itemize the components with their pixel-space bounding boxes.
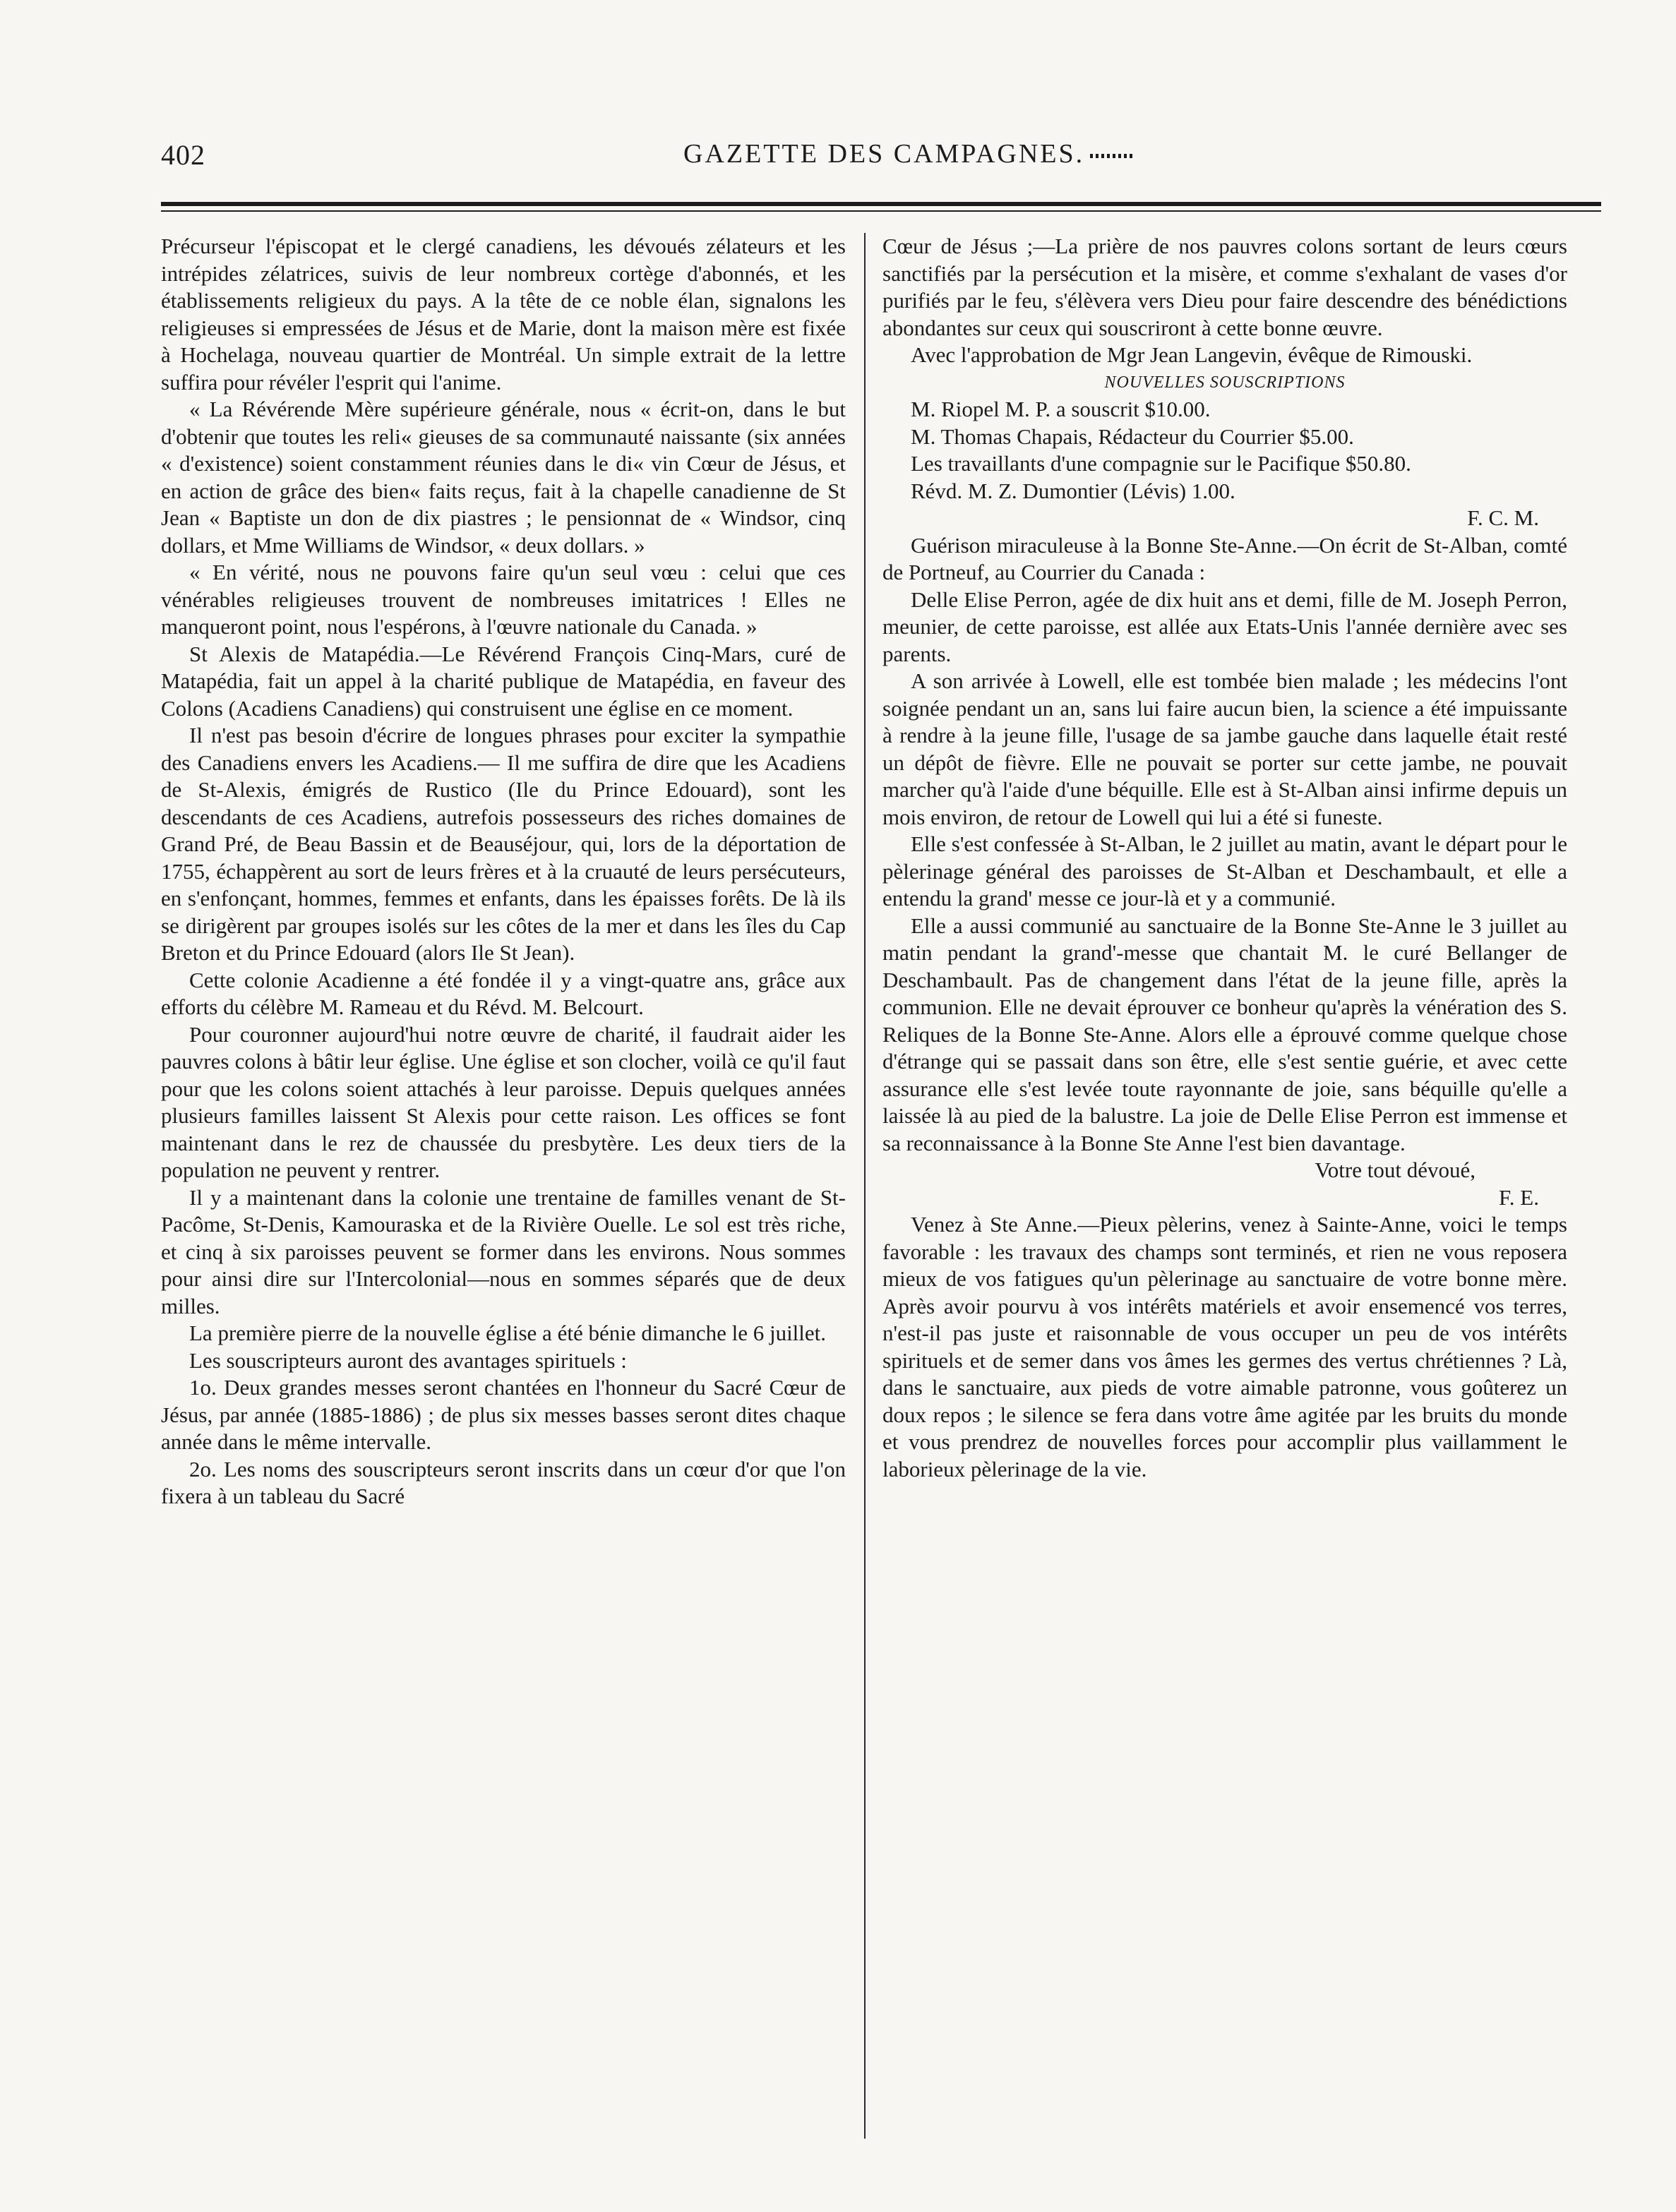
- paragraph: Pour couronner aujourd'hui notre œuvre de charité, il faudrait aider les pauvres colons à bâtir leur église. Une église et son clocher, voilà ce qu'il faut pour que les colons soient attachés à leur paroisse. Depuis quelques années plusieurs familles laissent St Alexis pour cette raison. Les offices se font maintenant dans le rez de chaussée du presbytère. Les deux tiers de la population ne peuvent y rentrer.: [161, 1021, 846, 1182]
- paragraph: A son arrivée à Lowell, elle est tombée bien malade ; les médecins l'ont soignée pendant un an, sans lui faire aucun bien, la science a été impuissante à rendre à la jeune fille, l'usage de sa jambe gauche dans laquelle était resté un dépôt de fièvre. Elle ne pouvait se porter sur cette jambe, ne pouvait marcher qu'à l'aide d'une béquille. Elle est à St-Alban ainsi infirme depuis un mois environ, de retour de Lowell qui lui a été si funeste.: [882, 668, 1567, 829]
- paragraph: Venez à Ste Anne.—Pieux pèlerins, venez à Sainte-Anne, voici le temps favorable : les travaux des champs sont terminés, et rien ne vous reposera mieux de vos fatigues qu'un pèlerinage au sanctuaire de votre bonne mère. Après avoir pourvu à vos intérêts matériels et avoir ensemencé vos terres, n'est-il pas juste et raisonnable de vous occuper un peu de vos intérêts spirituels et de semer dans vos âmes les germes des vertus chrétiennes ? Là, dans le sanctuaire, aux pieds de votre aimable patronne, vous goûterez un doux repos ; le silence se fera dans votre âme agitée par les bruits du monde et vous prendrez de nouvelles forces pour accomplir plus vaillamment le laborieux pèlerinage de la vie.: [882, 1212, 1567, 1481]
- subscription-item: M. Thomas Chapais, Rédacteur du Courrier $5.00.: [911, 423, 1354, 449]
- paragraph: Il n'est pas besoin d'écrire de longues phrases pour exciter la sympathie des Canadiens envers les Acadiens.— Il me suffira de dire que les Acadiens de St-Alexis, émigrés de Rustico (Ile du Prince Edouard), sont les descendants de ces Acadiens, autrefois possesseurs des riches domaines de Grand Pré, de Beau Bassin et de Beauséjour, qui, lors de la déportation de 1755, échappèrent au sort de leurs frères et à la cruauté de leurs persécuteurs, en s'enfonçant, hommes, femmes et enfants, dans les épaisses forêts. De là ils se dirigèrent par groupes isolés sur les côtes de la mer et dans les îles du Cap Breton et du Prince Edouard (alors Ile St Jean).: [161, 723, 846, 965]
- paragraph: Cœur de Jésus ;—La prière de nos pauvres colons sortant de leurs cœurs sanctifiés par la persécution et la misère, et comme s'exhalant de vases d'or purifiés par le feu, s'élèvera vers Dieu pour faire descendre des bénédictions abondantes sur ceux qui souscriront à cette bonne œuvre.: [882, 234, 1567, 340]
- column-divider: [864, 233, 866, 2139]
- page-number: 402: [161, 139, 205, 171]
- paragraph: La première pierre de la nouvelle église a été bénie dimanche le 6 juillet.: [189, 1321, 827, 1345]
- paragraph: St Alexis de Matapédia.—Le Révérend François Cinq-Mars, curé de Matapédia, fait un appel à la charité publique de Matapédia, en faveur des Colons (Acadiens Canadiens) qui construisent une église en ce moment.: [161, 641, 846, 721]
- left-column: [161, 233, 846, 2167]
- paragraph: Elle s'est confessée à St-Alban, le 2 juillet au matin, avant le départ pour le pèlerinage général des paroisses de St-Alban et Deschambault, et elle a entendu la grand' messe ce jour-là et y a communié.: [882, 831, 1567, 910]
- header-rule-thick: [161, 202, 1601, 206]
- page-header: [161, 138, 1601, 178]
- paragraph: Guérison miraculeuse à la Bonne Ste-Anne.—On écrit de St-Alban, comté de Portneuf, au Courrier du Canada :: [882, 532, 1567, 584]
- right-column: [882, 233, 1567, 2167]
- subscription-item: Les travaillants d'une compagnie sur le Pacifique $50.80.: [911, 451, 1411, 476]
- subscription-item: Révd. M. Z. Dumontier (Lévis) 1.00.: [911, 478, 1235, 503]
- header-rule-thin: [161, 210, 1601, 212]
- running-title: [683, 138, 1132, 169]
- paragraph: 1o. Deux grandes messes seront chantées en l'honneur du Sacré Cœur de Jésus, par année (1885-1886) ; de plus six messes basses seront dites chaque année dans le même intervalle.: [161, 1375, 846, 1454]
- signature: F. C. M.: [1467, 505, 1539, 530]
- ornament-icon: [1090, 154, 1132, 158]
- paragraph: « La Révérende Mère supérieure générale, nous « écrit-on, dans le but d'obtenir que toutes les reli« gieuses de sa communauté naissante (six années « d'existence) soient constamment réunies dans le di« vin Cœur de Jésus, et en action de grâce des bien« faits reçus, fait à la chapelle canadienne de St Jean « Baptiste un don de dix piastres ; le pensionnat de « Windsor, cinq dollars, et Mme Williams de Windsor, « deux dollars. »: [161, 397, 846, 558]
- paragraph: Elle a aussi communié au sanctuaire de la Bonne Ste-Anne le 3 juillet au matin pendant la grand'-messe que chantait M. le curé Bellanger de Deschambault. Pas de changement dans l'état de la jeune fille, après la communion. Elle ne devait éprouver ce bonheur qu'après la vénération des S. Reliques de la Bonne Ste-Anne. Alors elle a éprouvé comme quelque chose d'étrange qui se passait dans son être, elle s'est sentie guérie, et avec cette assurance elle s'est levée toute rayonnante de joie, sans béquille qu'elle a laissée là au pied de la balustre. La joie de Delle Elise Perron est immense et sa reconnaissance à la Bonne Ste Anne l'est bien davantage.: [882, 913, 1567, 1155]
- running-title-text: GAZETTE DES CAMPAGNES.: [683, 139, 1085, 169]
- paragraph: Précurseur l'épiscopat et le clergé canadiens, les dévoués zélateurs et les intrépides zélatrices, suivis de leur nombreux cortège d'abonnés, et les établissements religieux du pays. A la tête de ce noble élan, signalons les religieuses si empressées de Jésus et de Marie, dont la maison mère est fixée à Hochelaga, nouveau quartier de Montréal. Un simple extrait de la lettre suffira pour révéler l'esprit qui l'anime.: [161, 234, 846, 395]
- closing: Votre tout dévoué,: [1315, 1158, 1476, 1182]
- paragraph: Cette colonie Acadienne a été fondée il y a vingt-quatre ans, grâce aux efforts du célèbre M. Rameau et du Révd. M. Belcourt.: [161, 967, 846, 1019]
- paragraph: Delle Elise Perron, agée de dix huit ans et demi, fille de M. Joseph Perron, meunier, de cette paroisse, est allée aux Etats-Unis l'année dernière avec ses parents.: [882, 587, 1567, 666]
- subscription-item: M. Riopel M. P. a souscrit $10.00.: [911, 397, 1211, 421]
- paragraph: Les souscripteurs auront des avantages spirituels :: [189, 1347, 627, 1373]
- subscriptions-heading: NOUVELLES SOUSCRIPTIONS: [1104, 373, 1346, 392]
- paragraph: Avec l'approbation de Mgr Jean Langevin, évêque de Rimouski.: [911, 342, 1473, 367]
- paragraph: « En vérité, nous ne pouvons faire qu'un seul vœu : celui que ces vénérables religieuses trouvent de nombreuses imitatrices ! Elles ne manqueront point, nous l'espérons, à l'œuvre nationale du Canada. »: [161, 560, 846, 639]
- paragraph: 2o. Les noms des souscripteurs seront inscrits dans un cœur d'or que l'on fixera à un tableau du Sacré: [161, 1456, 846, 1508]
- signature: F. E.: [1499, 1184, 1539, 1210]
- paragraph: Il y a maintenant dans la colonie une trentaine de familles venant de St-Pacôme, St-Denis, Kamouraska et de la Rivière Ouelle. Le sol est très riche, et cinq à six paroisses peuvent se former dans les environs. Nous sommes pour ainsi dire sur l'Intercolonial—nous en sommes séparés que de deux milles.: [161, 1184, 846, 1318]
